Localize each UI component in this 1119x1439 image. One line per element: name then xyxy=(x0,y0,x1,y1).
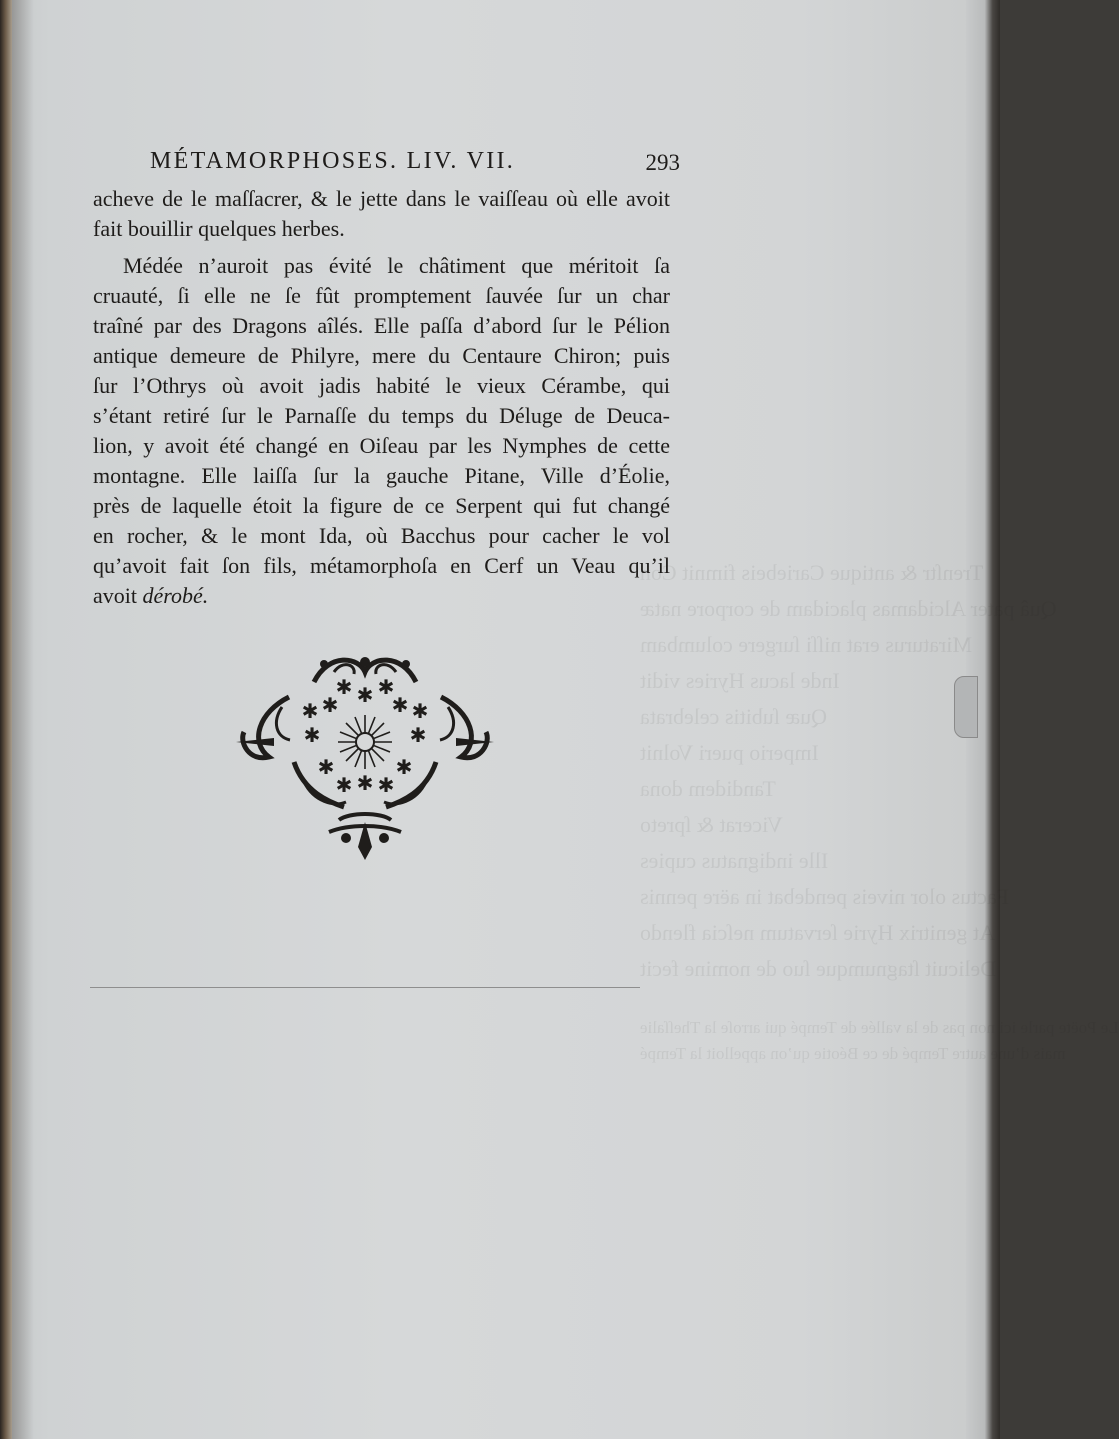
show-through-text: Delicuit ſtagnumque ſuo de nomine fecit xyxy=(640,956,997,981)
text-line: montagne. Elle laiſſa ſur la gauche Pitane, Ville d’Éolie, xyxy=(93,463,670,488)
svg-text:✱: ✱ xyxy=(377,773,395,797)
text-line: en rocher, & le mont Ida, où Bacchus pour cacher le vol xyxy=(93,523,670,548)
svg-text:✱: ✱ xyxy=(411,699,429,723)
text-line: acheve de le maſſacrer, & le jette dans le vaiſſeau où elle avoit xyxy=(93,186,670,211)
svg-text:✱: ✱ xyxy=(335,773,353,797)
footnote-rule xyxy=(90,987,640,988)
running-head-title: MÉTAMORPHOSES. LIV. VII. xyxy=(150,148,516,174)
text-line: Médée n’auroit pas évité le châtiment que méritoit ſa xyxy=(123,253,670,278)
show-through-text: Inde lacus Hyries vidit xyxy=(640,668,840,693)
text-line: s’étant retiré ſur le Parnaſſe du temps du Déluge de Deuca- xyxy=(93,403,670,428)
gutter-shadow xyxy=(12,0,34,1439)
show-through-text: Imperio pueri Volnit xyxy=(640,740,819,765)
svg-text:✱: ✱ xyxy=(303,723,321,747)
text-line-final xyxy=(93,581,670,611)
text-line: ſur l’Othrys où avoit jadis habité le vieux Cérambe, qui xyxy=(93,373,670,398)
floral-tailpiece-ornament-icon xyxy=(234,642,496,864)
running-header xyxy=(150,148,680,184)
show-through-text: Vicerat & ſpreto xyxy=(640,812,783,837)
text-line: qu’avoit fait ſon fils, métamorphoſa en Cerf un Veau qu’il xyxy=(93,553,670,578)
svg-text:✱: ✱ xyxy=(335,675,353,699)
italic-fragment: dérobé. xyxy=(142,583,209,608)
body-text xyxy=(93,184,670,611)
show-through-text: At genitrix Hyrie ſervatum neſcia flendo xyxy=(640,920,995,945)
text-line: lion, y avoit été changé en Oiſeau par les Nymphes de cette xyxy=(93,433,670,458)
paragraph xyxy=(93,251,670,611)
show-through-note: mais d’une autre Tempé de ce Béotie qu’on appelloit la Tempé xyxy=(640,1044,1066,1063)
svg-text:✱: ✱ xyxy=(391,693,409,717)
text-line: cruauté, ſi elle ne ſe fût promptement ſauvée ſur un char xyxy=(93,283,670,308)
text-fragment: avoit xyxy=(93,583,137,608)
svg-text:✱: ✱ xyxy=(321,693,339,717)
show-through-text: Quâ pater Alcidamas placidam de corpore natæ xyxy=(640,596,1057,621)
show-through-text: Tandidem dona xyxy=(640,776,776,801)
svg-text:✱: ✱ xyxy=(395,755,413,779)
page-number: 293 xyxy=(645,150,680,175)
show-through-text: Miraturus erat niſſi ſurgere columbam xyxy=(640,632,972,657)
svg-text:✱: ✱ xyxy=(409,723,427,747)
page-tab xyxy=(954,676,978,738)
svg-text:✱: ✱ xyxy=(377,675,395,699)
show-through-text: Ille indignatus cupies xyxy=(640,848,829,873)
show-through-text: Trenſtr & antique Cariebeis fimnit Con xyxy=(640,560,984,585)
show-through-note: Le Poëte parle ici non pas de la vallée de Tempé qui arroſe la Theſſalie xyxy=(640,1018,1119,1037)
svg-text:✱: ✱ xyxy=(301,699,319,723)
svg-text:✱: ✱ xyxy=(356,683,374,707)
text-line: traîné par des Dragons aîlés. Elle paſſa d’abord ſur le Pélion xyxy=(93,313,670,338)
svg-text:✱: ✱ xyxy=(356,771,374,795)
paragraph xyxy=(93,184,670,244)
text-line: près de laquelle étoit la figure de ce Serpent qui fut changé xyxy=(93,493,670,518)
show-through-text: Factus olor niveis pendebat in aëre pennis xyxy=(640,884,1010,909)
book-binding xyxy=(0,0,12,1439)
text-line: fait bouillir quelques herbes. xyxy=(93,216,345,241)
svg-text:✱: ✱ xyxy=(317,755,335,779)
text-line: antique demeure de Philyre, mere du Centaure Chiron; puis xyxy=(93,343,670,368)
show-through-text: Quæ ſubitis celebrata xyxy=(640,704,827,729)
